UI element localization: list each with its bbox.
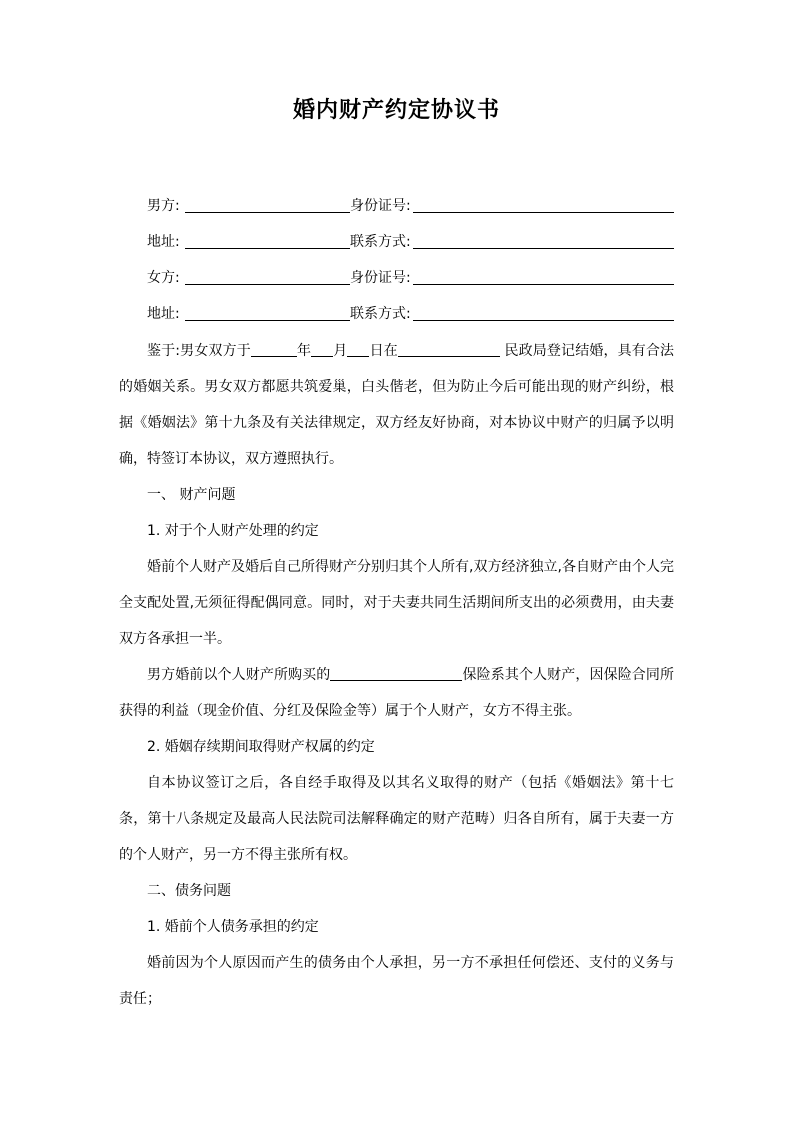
section-2-heading: 二、债务问题: [147, 883, 231, 899]
female-id-label: 身份证号:: [350, 270, 411, 286]
male-address-field[interactable]: [185, 248, 350, 249]
section-1-item-1-paragraph-1: 婚前个人财产及婚后自己所得财产分别归其个人所有,双方经济独立,各自财产由个人完全支配处置,无须征得配偶同意。同时，对于夫妻共同生活期间所支出的必须费用，由夫妻双方各承担一半。: [119, 559, 674, 647]
day-label: 日在: [369, 343, 398, 359]
document-title: 婚内财产约定协议书: [292, 97, 500, 123]
female-contact-field[interactable]: [413, 320, 674, 321]
section-1-item-2-heading: 2. 婚姻存续期间取得财产权属的约定: [147, 739, 375, 755]
insurance-name-field[interactable]: [330, 664, 462, 681]
insurance-text-end: 保险系其个人财产，因保险合同所获得的利益（现金价值、分红及保险金等）属于个人财产，女方不得主张。: [119, 667, 675, 719]
male-id-label: 身份证号:: [350, 198, 411, 214]
male-contact-field[interactable]: [413, 248, 674, 249]
female-address-row: [147, 302, 674, 326]
month-label: 月: [333, 343, 348, 359]
male-id-field[interactable]: [413, 212, 674, 213]
male-name-field[interactable]: [185, 212, 350, 213]
female-row: [147, 266, 674, 290]
female-contact-label: 联系方式:: [350, 306, 411, 322]
male-address-row: [147, 230, 674, 254]
insurance-text-start: 男方婚前以个人财产所购买的: [147, 667, 331, 683]
female-id-field[interactable]: [413, 284, 674, 285]
section-2-item-1-heading: 1. 婚前个人债务承担的约定: [147, 919, 319, 935]
female-address-label: 地址:: [147, 306, 180, 322]
section-2-item-1-paragraph: 婚前因为个人原因而产生的债务由个人承担，另一方不承担任何偿还、支付的义务与责任；: [119, 955, 674, 1007]
preamble-text-end: 民政局登记结婚，具有合法的婚姻关系。男女双方都愿共筑爱巢，白头偕老，但为防止今后可能出现的财产纠纷，根据《婚姻法》第十九条及有关法律规定，双方经友好协商，对本协议中财产的归属予以明确，特签订本协议，双方遵照执行。: [119, 343, 675, 467]
preamble-paragraph: [119, 333, 674, 477]
marriage-year-field[interactable]: [251, 340, 297, 357]
male-row: [147, 194, 674, 218]
female-name-field[interactable]: [185, 284, 350, 285]
male-contact-label: 联系方式:: [350, 234, 411, 250]
year-label: 年: [296, 343, 312, 359]
male-label: 男方:: [147, 198, 180, 214]
preamble-text-start: 鉴于:男女双方于: [147, 343, 251, 359]
section-1-item-1-heading: 1. 对于个人财产处理的约定: [147, 523, 319, 539]
registry-office-field[interactable]: [398, 340, 500, 357]
section-1-item-2-paragraph: 自本协议签订之后，各自经手取得及以其名义取得的财产（包括《婚姻法》第十七条，第十八条规定及最高人民法院司法解释确定的财产范畴）归各自所有，属于夫妻一方的个人财产，另一方不得主张所有权。: [119, 775, 674, 863]
female-address-field[interactable]: [185, 320, 350, 321]
section-1-item-1-paragraph-2: [119, 657, 674, 729]
female-label: 女方:: [147, 270, 180, 286]
male-address-label: 地址:: [147, 234, 180, 250]
marriage-month-field[interactable]: [311, 340, 333, 357]
marriage-day-field[interactable]: [347, 340, 369, 357]
section-1-heading: 一、 财产问题: [147, 487, 236, 503]
